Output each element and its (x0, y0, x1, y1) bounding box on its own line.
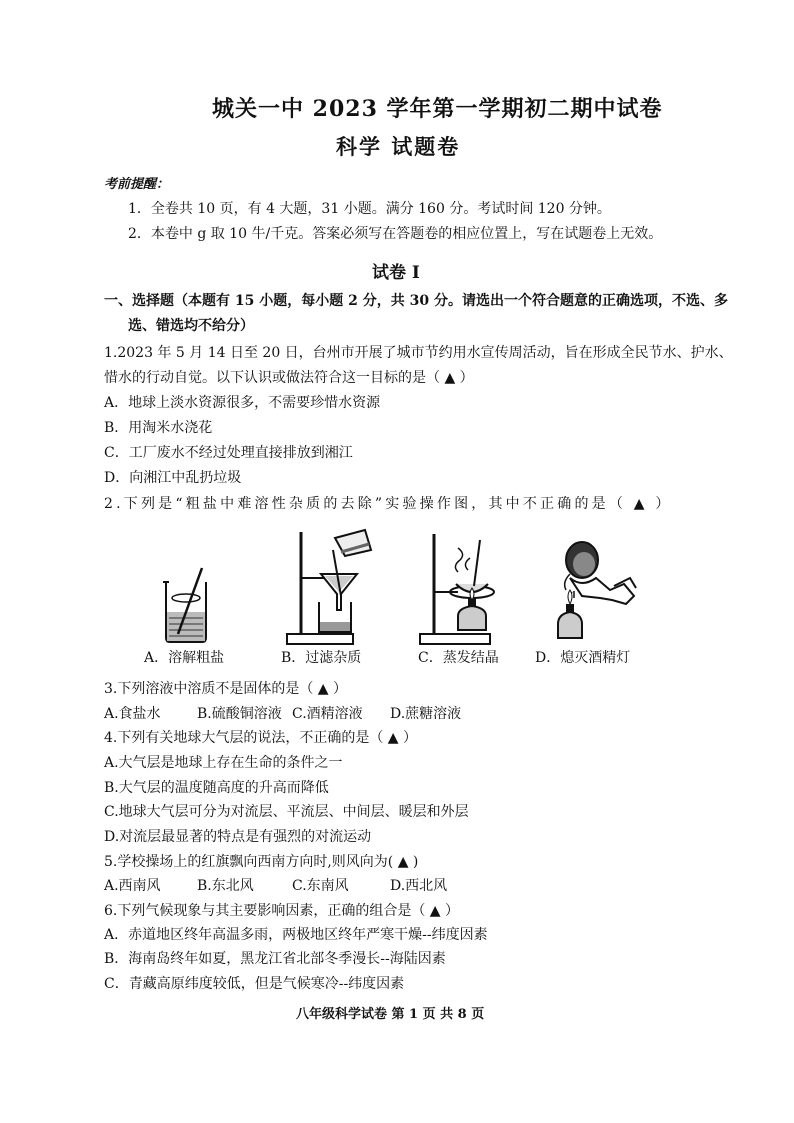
section-heading-cont: 选、错选均不给分） (128, 318, 254, 334)
question-3-stem: 3.下列溶液中溶质不是固体的是（ ▲ ） (104, 681, 348, 697)
q3-option-d: D.蔗糖溶液 (390, 706, 462, 722)
q1-option-b: B．用淘米水浇花 (104, 420, 213, 436)
question-1-stem: 1.2023 年 5 月 14 日至 20 日，台州市开展了城市节约用水宣传周活动，旨在形成全民节水、护水、 (104, 345, 733, 361)
question-4-stem: 4.下列有关地球大气层的说法，不正确的是（ ▲ ） (104, 730, 418, 746)
page-title: 城关一中 2023 学年第一学期初二期中试卷 (212, 96, 663, 122)
figure-dissolve-beaker (160, 568, 212, 644)
figure-caption-d: D．熄灭酒精灯 (535, 650, 631, 666)
q4-option-a: A.大气层是地球上存在生命的条件之一 (104, 755, 343, 771)
figure-caption-a: A．溶解粗盐 (144, 650, 225, 666)
question-1-stem-cont: 惜水的行动自觉。以下认识或做法符合这一目标的是（ ▲ ） (104, 370, 474, 386)
question-5-stem: 5.学校操场上的红旗飘向西南方向时,则风向为( ▲ ) (104, 854, 419, 870)
q4-option-c: C.地球大气层可分为对流层、平流层、中间层、暖层和外层 (104, 804, 469, 820)
q1-option-d: D．向湘江中乱扔垃圾 (104, 470, 242, 486)
q4-option-b: B.大气层的温度随高度的升高而降低 (104, 780, 329, 796)
q1-option-a: A．地球上淡水资源很多，不需要珍惜水资源 (104, 395, 381, 411)
q3-option-a: A.食盐水 (104, 706, 161, 722)
q5-option-a: A.西南风 (104, 878, 161, 894)
page-subtitle: 科学 试题卷 (336, 134, 461, 159)
q3-option-c: C.酒精溶液 (292, 706, 363, 722)
figure-caption-b: B．过滤杂质 (281, 650, 362, 666)
q5-option-c: C.东南风 (292, 878, 349, 894)
q5-option-d: D.西北风 (390, 878, 448, 894)
paper-title: 试卷 I (372, 263, 420, 283)
section-heading: 一、选择题（本题有 15 小题，每小题 2 分，共 30 分。请选出一个符合题意的正确选项，不选、多 (104, 293, 728, 309)
note-item: 2．本卷中 g 取 10 牛/千克。答案必须写在答题卷的相应位置上，写在试题卷上无效。 (128, 226, 663, 242)
figure-caption-c: C．蒸发结晶 (418, 650, 499, 666)
page-footer: 八年级科学试卷 第 1 页 共 8 页 (296, 1007, 485, 1022)
q1-option-c: C．工厂废水不经过处理直接排放到湘江 (104, 445, 353, 461)
figure-filtration-setup (285, 530, 375, 646)
question-2-stem: 2.下列是“粗盐中难溶性杂质的去除”实验操作图，其中不正确的是（ ▲ ） (104, 496, 673, 512)
figure-blow-out-lamp (552, 538, 642, 644)
figure-evaporation-setup (418, 530, 502, 646)
q5-option-b: B.东北风 (197, 878, 254, 894)
q6-option-b: B．海南岛终年如夏，黑龙江省北部冬季漫长--海陆因素 (104, 951, 446, 967)
q6-option-c: C．青藏高原纬度较低，但是气候寒冷--纬度因素 (104, 976, 405, 992)
q4-option-d: D.对流层最显著的特点是有强烈的对流运动 (104, 829, 372, 845)
q3-option-b: B.硫酸铜溶液 (197, 706, 282, 722)
note-item: 1．全卷共 10 页，有 4 大题，31 小题。满分 160 分。考试时间 120 分钟。 (128, 201, 611, 217)
notes-heading: 考前提醒： (104, 177, 170, 192)
q6-option-a: A．赤道地区终年高温多雨，两极地区终年严寒干燥--纬度因素 (104, 927, 488, 943)
question-6-stem: 6.下列气候现象与其主要影响因素，正确的组合是（ ▲ ） (104, 903, 460, 919)
